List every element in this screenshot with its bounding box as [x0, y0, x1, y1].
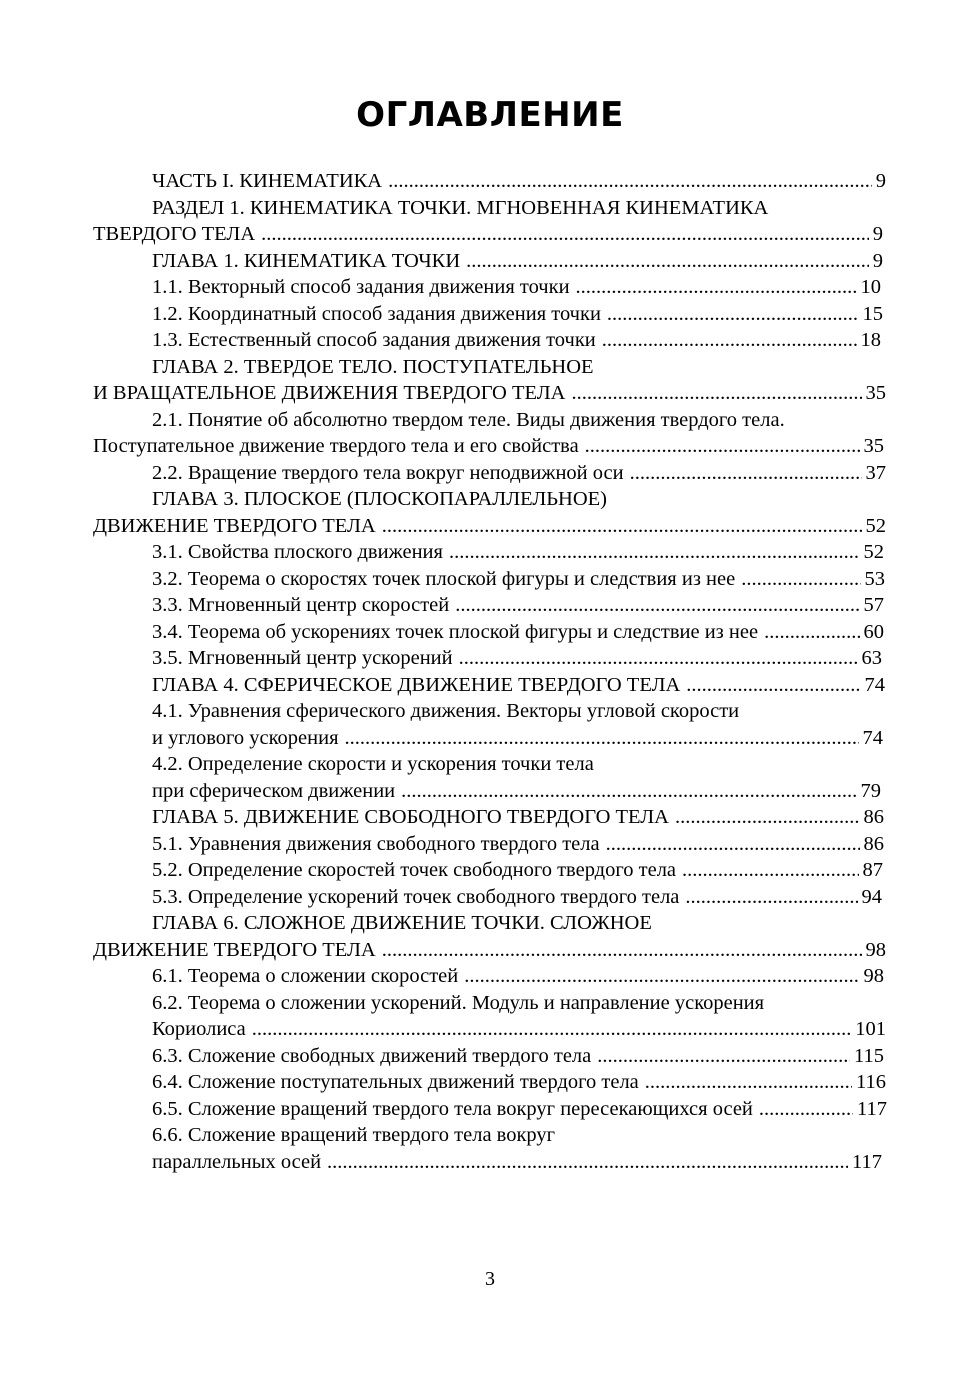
toc-entry	[152, 539, 884, 566]
table-of-contents	[0, 168, 980, 1175]
toc-page-number: 74	[864, 673, 885, 696]
toc-entry-title: 1.3. Естественный способ задания движения точки	[152, 329, 596, 351]
dot-leader	[327, 1149, 848, 1176]
toc-entry-title: 1.2. Координатный способ задания движения точки	[152, 302, 601, 325]
dot-leader	[682, 857, 858, 884]
toc-entry-title: ГЛАВА 4. СФЕРИЧЕСКОЕ ДВИЖЕНИЕ ТВЕРДОГО ТЕЛА	[152, 673, 681, 696]
dot-leader	[645, 1069, 852, 1096]
dot-leader	[675, 804, 860, 831]
toc-entry-title: 4.1. Уравнения сферического движения. Векторы угловой скорости	[152, 700, 740, 722]
dot-leader	[685, 884, 857, 911]
toc-page-number: 9	[872, 223, 883, 245]
toc-page-number: 18	[860, 329, 881, 351]
page-number: 3	[485, 1268, 495, 1290]
toc-page-number: 9	[875, 170, 886, 192]
toc-entry	[152, 698, 883, 751]
toc-entry	[152, 990, 886, 1043]
toc-entry-title: РАЗДЕЛ 1. КИНЕМАТИКА ТОЧКИ. МГНОВЕННАЯ КИНЕМАТИКА	[152, 196, 769, 219]
toc-entry	[93, 354, 886, 407]
toc-page-number: 52	[863, 541, 884, 563]
toc-page-number: 52	[865, 514, 886, 537]
toc-entry-title: И ВРАЩАТЕЛЬНОЕ ДВИЖЕНИЯ ТВЕРДОГО ТЕЛА	[93, 382, 566, 404]
toc-entry	[152, 274, 881, 301]
toc-entry-title: ГЛАВА 2. ТВЕРДОЕ ТЕЛО. ПОСТУПАТЕЛЬНОЕ	[152, 355, 594, 378]
toc-entry-line	[152, 778, 881, 805]
toc-entry-line	[152, 857, 883, 884]
toc-entry	[152, 884, 882, 911]
dot-leader	[464, 963, 859, 990]
toc-entry-line	[152, 327, 881, 354]
dot-leader	[252, 1016, 851, 1043]
toc-entry-title: ТВЕРДОГО ТЕЛА	[93, 223, 256, 245]
toc-entry	[152, 619, 884, 646]
toc-entry-title: параллельных осей	[152, 1150, 322, 1173]
toc-entry	[152, 168, 886, 195]
dot-leader	[382, 937, 862, 964]
dot-leader	[585, 433, 860, 460]
toc-entry	[152, 592, 884, 619]
toc-entry-title: ГЛАВА 1. КИНЕМАТИКА ТОЧКИ	[152, 249, 461, 272]
toc-page-number: 63	[861, 647, 882, 669]
toc-entry	[152, 672, 885, 699]
toc-entry-title: 6.1. Теорема о сложении скоростей	[152, 965, 459, 987]
toc-entry	[152, 963, 884, 990]
toc-entry	[152, 804, 884, 831]
toc-entry-title: 2.1. Понятие об абсолютно твердом теле. Виды движения твердого тела.	[152, 408, 785, 431]
toc-entry	[152, 327, 881, 354]
dot-leader	[455, 592, 859, 619]
toc-entry-line	[152, 831, 884, 858]
toc-page-number: 60	[863, 620, 884, 643]
toc-entry	[152, 645, 882, 672]
toc-entry-title: 5.2. Определение скоростей точек свободного твердого тела	[152, 859, 677, 881]
toc-entry-title: ГЛАВА 6. СЛОЖНОЕ ДВИЖЕНИЕ ТОЧКИ. СЛОЖНОЕ	[152, 912, 652, 934]
toc-entry	[93, 486, 886, 539]
toc-entry-line	[152, 672, 885, 699]
dot-leader	[401, 778, 856, 805]
toc-entry-line	[152, 884, 882, 911]
dot-leader	[597, 1043, 850, 1070]
toc-page-number: 101	[855, 1018, 886, 1040]
toc-entry-line	[152, 804, 884, 831]
toc-entry-title: 6.2. Теорема о сложении ускорений. Модуль и направление ускорения	[152, 991, 765, 1014]
toc-entry-title: 5.1. Уравнения движения свободного твердого тела	[152, 832, 600, 855]
dot-leader	[345, 725, 859, 752]
toc-entry	[152, 1043, 884, 1070]
dot-leader	[741, 566, 860, 593]
toc-entry-title: 3.3. Мгновенный центр скоростей	[152, 594, 450, 616]
toc-entry-line	[93, 380, 886, 407]
toc-entry-line	[152, 1016, 886, 1043]
dot-leader	[759, 1096, 853, 1123]
toc-entry	[152, 301, 883, 328]
toc-page-number: 9	[872, 249, 883, 272]
dot-leader	[764, 619, 859, 646]
toc-entry-title: 3.2. Теорема о скоростях точек плоской фигуры и следствия из нее	[152, 567, 736, 590]
toc-page-number: 98	[863, 965, 884, 987]
toc-entry-line	[93, 433, 884, 460]
toc-entry-line	[152, 1043, 884, 1070]
toc-page-number: 98	[865, 938, 886, 961]
toc-page-number: 94	[861, 885, 882, 908]
dot-leader	[466, 248, 869, 275]
toc-page-number: 53	[864, 567, 885, 590]
toc-entry-title: 2.2. Вращение твердого тела вокруг неподвижной оси	[152, 461, 624, 484]
dot-leader	[686, 672, 860, 699]
toc-entry-line	[152, 619, 884, 646]
dot-leader	[261, 221, 869, 248]
dot-leader	[576, 274, 857, 301]
dot-leader	[630, 460, 862, 487]
toc-entry-title: 3.1. Свойства плоского движения	[152, 541, 443, 563]
toc-entry-line	[152, 274, 881, 301]
toc-entry-title: Поступательное движение твердого тела и его свойства	[93, 435, 579, 457]
toc-page-number: 74	[862, 726, 883, 749]
toc-entry	[152, 831, 884, 858]
toc-entry-line	[152, 645, 882, 672]
dot-leader	[459, 645, 858, 672]
toc-entry-title: 3.4. Теорема об ускорениях точек плоской фигуры и следствие из нее	[152, 620, 759, 643]
toc-entry-line	[152, 1096, 887, 1123]
toc-page-number: 116	[856, 1071, 886, 1093]
toc-entry-line	[152, 539, 884, 566]
toc-entry-title: ДВИЖЕНИЕ ТВЕРДОГО ТЕЛА	[93, 938, 376, 961]
toc-entry-title: 6.6. Сложение вращений твердого тела вокруг	[152, 1124, 556, 1146]
toc-entry-title: ГЛАВА 3. ПЛОСКОЕ (ПЛОСКОПАРАЛЛЕЛЬНОЕ)	[152, 488, 607, 510]
toc-page-number: 35	[865, 382, 886, 404]
toc-entry	[152, 248, 883, 275]
toc-entry	[93, 407, 884, 460]
toc-entry	[152, 566, 885, 593]
dot-leader	[449, 539, 860, 566]
toc-entry-title: 6.3. Сложение свободных движений твердого тела	[152, 1044, 592, 1067]
toc-page-number: 115	[854, 1044, 884, 1067]
toc-page-number: 35	[863, 435, 884, 457]
toc-entry	[152, 460, 886, 487]
toc-page-number: 86	[863, 832, 884, 855]
toc-entry-line	[93, 221, 883, 248]
toc-entry	[152, 1096, 887, 1123]
toc-entry-title: 4.2. Определение скорости и ускорения точки тела	[152, 753, 594, 775]
toc-entry-line	[152, 1149, 882, 1176]
toc-entry-line	[152, 725, 883, 752]
toc-page-number: 87	[862, 859, 883, 881]
toc-entry-title: ГЛАВА 5. ДВИЖЕНИЕ СВОБОДНОГО ТВЕРДОГО ТЕЛА	[152, 806, 669, 828]
dot-leader	[602, 327, 857, 354]
toc-page-number: 37	[865, 461, 886, 484]
toc-entry-title: 6.5. Сложение вращений твердого тела вокруг пересекающихся осей	[152, 1097, 753, 1120]
dot-leader	[382, 513, 862, 540]
toc-page-number: 10	[860, 276, 881, 298]
dot-leader	[388, 168, 872, 195]
toc-page-number: 117	[857, 1097, 887, 1120]
toc-entry-line	[152, 460, 886, 487]
toc-entry-line	[93, 513, 886, 540]
toc-entry	[93, 910, 886, 963]
toc-entry-line	[152, 566, 885, 593]
toc-page-number: 86	[863, 806, 884, 828]
toc-entry-title: 3.5. Мгновенный центр ускорений	[152, 647, 453, 669]
dot-leader	[607, 301, 859, 328]
toc-entry-title: 5.3. Определение ускорений точек свободного твердого тела	[152, 885, 680, 908]
toc-entry	[93, 195, 883, 248]
toc-page-number: 15	[862, 302, 883, 325]
toc-entry-title: 6.4. Сложение поступательных движений твердого тела	[152, 1071, 639, 1093]
toc-entry	[152, 857, 883, 884]
toc-entry	[152, 1122, 882, 1175]
page-title: ОГЛАВЛЕНИЕ	[356, 95, 624, 135]
toc-entry-line	[152, 1069, 886, 1096]
dot-leader	[606, 831, 860, 858]
toc-entry-title: ЧАСТЬ I. КИНЕМАТИКА	[152, 170, 383, 192]
dot-leader	[571, 380, 861, 407]
toc-entry-title: при сферическом движении	[152, 779, 396, 802]
toc-entry-line	[152, 963, 884, 990]
toc-entry-title: Кориолиса	[152, 1018, 246, 1040]
toc-page-number: 57	[863, 594, 884, 616]
toc-entry-title: ДВИЖЕНИЕ ТВЕРДОГО ТЕЛА	[93, 514, 376, 537]
toc-entry-title: 1.1. Векторный способ задания движения точки	[152, 276, 570, 298]
toc-entry-line	[93, 937, 886, 964]
toc-page-number: 117	[852, 1150, 882, 1173]
toc-entry-line	[152, 301, 883, 328]
toc-entry-line	[152, 168, 886, 195]
toc-entry-line	[152, 248, 883, 275]
toc-entry-line	[152, 592, 884, 619]
toc-entry	[152, 1069, 886, 1096]
toc-page-number: 79	[860, 779, 881, 802]
toc-entry-title: и углового ускорения	[152, 726, 339, 749]
toc-entry	[152, 751, 881, 804]
